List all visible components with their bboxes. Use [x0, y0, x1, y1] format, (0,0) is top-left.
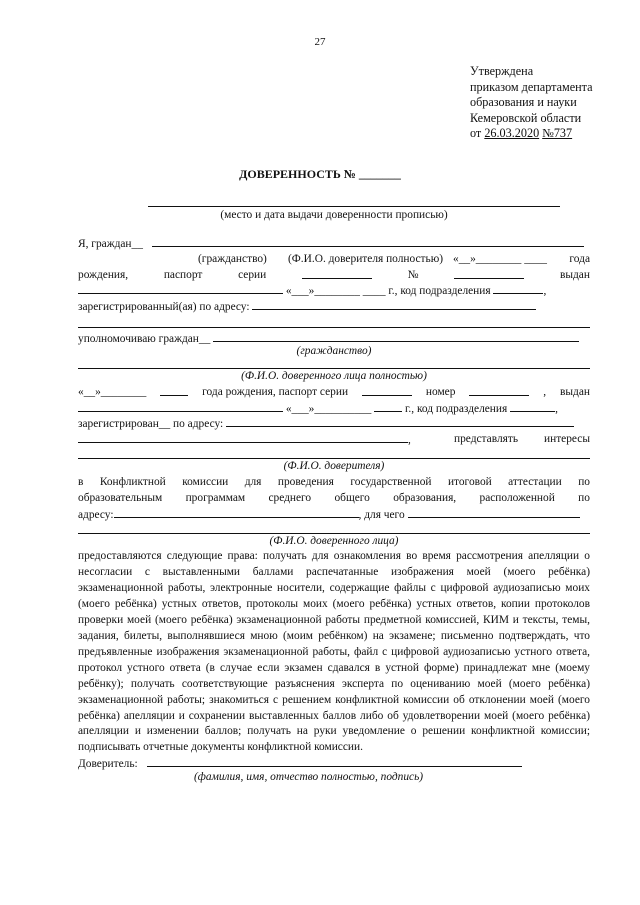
proxy-series-field[interactable]: [362, 385, 412, 396]
issued-label: выдан: [559, 268, 590, 281]
program-word: по: [578, 491, 590, 504]
series-label: серии: [238, 268, 267, 281]
proxy-issued-line: «___»__________ г., код подразделения ,: [78, 401, 590, 417]
issued-by-field[interactable]: [78, 283, 283, 294]
document-title: ДОВЕРЕННОСТЬ № _______: [239, 167, 401, 181]
registration-label: зарегистрированный(ая) по адресу:: [78, 301, 250, 314]
program-word: среднего: [268, 491, 312, 504]
commission-line: [78, 475, 590, 491]
for-which-label: , для чего: [358, 508, 405, 521]
number-sign: №: [407, 268, 419, 281]
place-date-field[interactable]: [148, 196, 560, 207]
division-code-label: г., код подразделения: [388, 285, 491, 298]
commission-word: аттестации: [508, 476, 562, 489]
approval-date-line: [470, 126, 593, 142]
form-body: [78, 196, 590, 786]
grantor-label: Я, граждан__: [78, 237, 143, 250]
commission-word: комиссии: [182, 476, 229, 489]
issue-date-field[interactable]: «___»________ ____: [285, 285, 386, 298]
place-date-line: [78, 196, 590, 212]
proxy-registration-label: зарегистрирован__ по адресу:: [78, 418, 224, 431]
citizenship-hint: (гражданство): [198, 252, 267, 265]
registration-field-cont[interactable]: [78, 315, 590, 331]
proxy-birth-year-field[interactable]: [160, 385, 188, 396]
commission-word: в: [78, 476, 84, 489]
approval-line: приказом департамента: [470, 79, 593, 94]
proxy-number-label: номер: [425, 385, 456, 398]
proxy-birth-date-field[interactable]: «__»________: [78, 385, 147, 398]
doveritel-signature-field[interactable]: [147, 756, 522, 767]
registration-line: [78, 299, 590, 315]
approval-date-prefix: от: [470, 126, 485, 140]
page-number: 27: [314, 36, 326, 48]
grantor-fio-hint: (Ф.И.О. доверителя полностью): [288, 252, 444, 265]
proxy-citizenship-hint: (гражданство): [296, 345, 372, 358]
proxy-issue-date-field[interactable]: «___»__________: [285, 402, 372, 415]
proxy-number-field[interactable]: [469, 385, 529, 396]
approval-block: [470, 64, 593, 142]
approval-line: образования и науки: [470, 95, 577, 109]
issued-line: «___»________ ____ г., код подразделения ,: [78, 283, 590, 299]
grantor-name-hint: (Ф.И.О. доверителя): [283, 460, 385, 473]
proxy-fio-hint: (Ф.И.О. доверенного лица полностью): [241, 369, 427, 382]
approval-line: Утверждена: [470, 64, 534, 78]
grantor-hints-line: [78, 252, 590, 268]
proxy-issue-year-field[interactable]: [374, 401, 402, 412]
program-word: образовательным: [78, 491, 163, 504]
proxy-birth-passport-label: года рождения, паспорт серии: [202, 385, 349, 398]
birth-label: рождения,: [78, 268, 129, 281]
program-word: общего: [334, 491, 370, 504]
passport-line: [78, 268, 590, 284]
interests-label: интересы: [544, 433, 590, 446]
year-label: года: [569, 252, 590, 265]
program-word: образования,: [393, 491, 457, 504]
proxy-registration-line: [78, 416, 590, 432]
commission-word: Конфликтной: [99, 476, 166, 489]
grantor-name-field[interactable]: [78, 446, 590, 462]
program-word: расположенной: [479, 491, 555, 504]
signature-hint: (фамилия, имя, отчество полностью, подпись): [194, 771, 424, 784]
proxy-issued-by-field[interactable]: [78, 401, 283, 412]
division-code-field[interactable]: [493, 283, 543, 294]
grantor-field[interactable]: [152, 236, 584, 247]
approval-line: Кемеровской области: [470, 110, 582, 125]
approval-date: 26.03.2020: [484, 126, 540, 140]
series-field[interactable]: [302, 268, 372, 279]
passport-label: паспорт: [163, 268, 203, 281]
proxy-name-hint: (Ф.И.О. доверенного лица): [269, 534, 399, 547]
commission-word: государственной: [350, 476, 432, 489]
commission-word: проведения: [277, 476, 334, 489]
proxy-birth-line: «__»________ года рождения, паспорт серии номер , выдан: [78, 385, 590, 401]
represent-line: , представлять интересы: [78, 432, 590, 448]
proxy-registration-field[interactable]: [226, 416, 574, 427]
proxy-name-field[interactable]: [78, 521, 590, 537]
place-date-hint: (место и дата выдачи доверенности прописью): [220, 208, 448, 221]
proxy-division-code-label: г., код подразделения: [405, 402, 508, 415]
address-label: адресу:: [78, 508, 114, 521]
proxy-fio-field[interactable]: [78, 356, 590, 372]
birth-date-field[interactable]: «__»________ ____: [453, 252, 547, 265]
approval-number: №737: [542, 126, 573, 140]
proxy-issued-label: выдан: [560, 385, 590, 398]
for-which-field[interactable]: [408, 507, 580, 518]
commission-word: по: [578, 476, 590, 489]
authorize-label: уполномочиваю граждан__: [78, 333, 211, 346]
commission-address-field[interactable]: [114, 507, 359, 518]
grantor-line: [78, 236, 590, 252]
represent-label: представлять: [454, 433, 519, 446]
program-word: программам: [185, 491, 246, 504]
proxy-division-code-field[interactable]: [510, 401, 555, 412]
passport-number-field[interactable]: [454, 268, 524, 279]
commission-word: итоговой: [447, 476, 492, 489]
doveritel-label: Доверитель:: [78, 758, 138, 771]
proxy-citizenship-field[interactable]: [213, 331, 579, 342]
program-line: [78, 491, 590, 507]
proxy-registration-field-cont[interactable]: [78, 432, 408, 443]
commission-word: для: [244, 476, 262, 489]
registration-field[interactable]: [252, 299, 536, 310]
rights-paragraph: предоставляются следующие права: получать для ознакомления во время рассмотрения апелляции о несогласии с выставленными баллами распечатанные изображения моей (моего ребёнка) экзаменационной работы, электронные носители, содержащие файлы с цифровой аудиозаписью моих (моего ребёнка) устных ответов, протоколы моих (моего ребёнка) устных ответов, копии протоколов проверки моей (моего ребёнка) экзаменационной работы предметной комиссией, КИМ и тексты, темы, задания, билеты, выполнявшиеся мною (моим ребёнком) на экзамене; письменно подтверждать, что предъявленные изображения экзаменационной работы, файл с цифровой аудиозаписью устного ответа, протокол устного ответа (в случае если экзамен сдавался в устной форме) принадлежат мне (моему ребёнку); получать соответствующие разъяснения эксперта по оцениванию моей (моего ребёнка) экзаменационной работы; знакомиться с решением конфликтной комиссии об отклонении моей (моего ребёнка) апелляции и сохранении выставленных баллов либо об удовлетворении моей (моего ребёнка) апелляции и изменении баллов; получать на руки уведомление о решении конфликтной комиссии; подписывать отчетные документы конфликтной комиссии.: [78, 550, 590, 754]
